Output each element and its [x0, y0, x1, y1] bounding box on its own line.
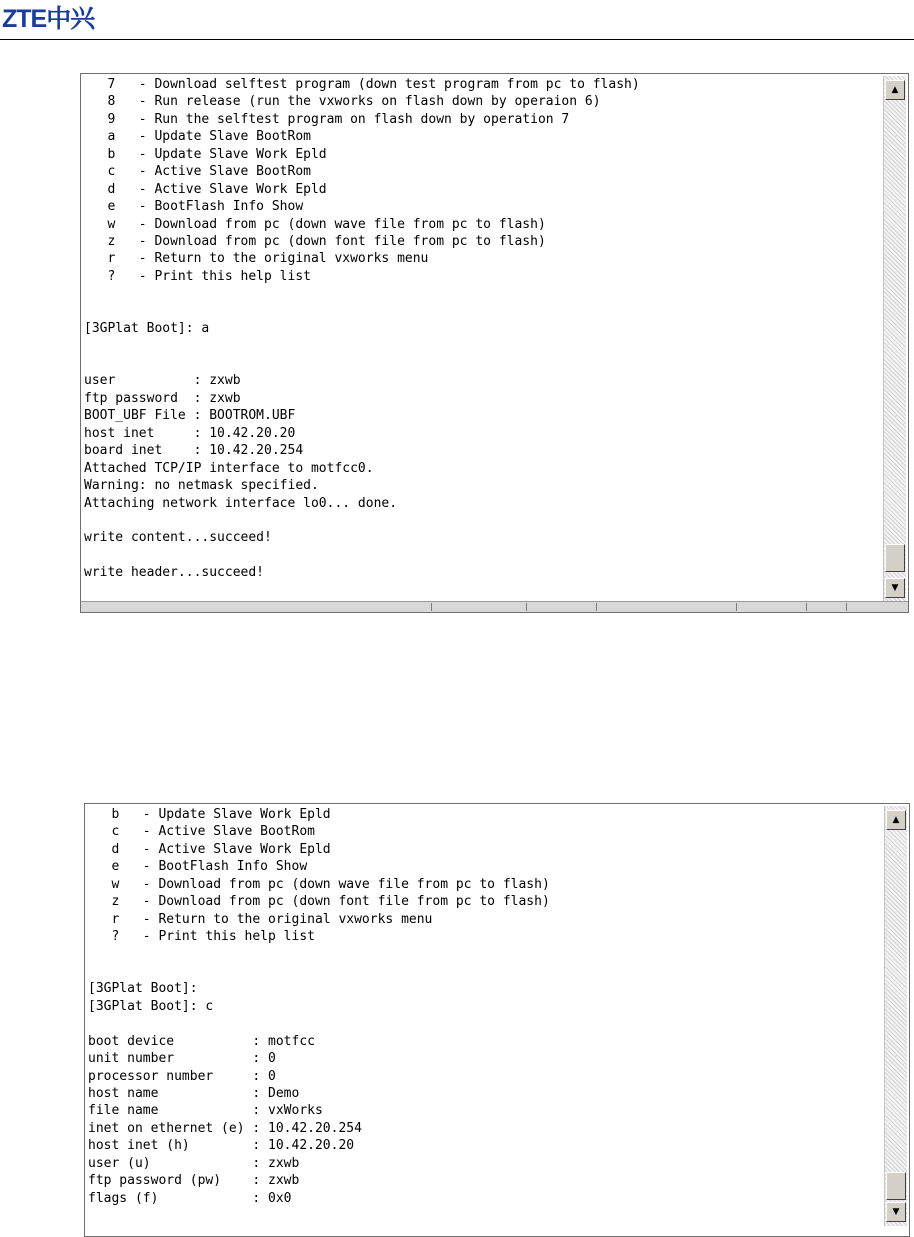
scroll-down-arrow-icon[interactable]: ▼: [886, 1202, 906, 1222]
terminal-line: 8 - Run release (run the vxworks on flash down by operaion 6): [84, 94, 601, 110]
terminal-line: processor number : 0: [88, 1068, 276, 1084]
terminal-window-1: [80, 73, 909, 613]
terminal-line: r - Return to the original vxworks menu: [88, 911, 433, 927]
status-bar-pane: [526, 603, 527, 611]
vertical-scrollbar[interactable]: [884, 806, 907, 1226]
terminal-line: write content...succeed!: [84, 530, 272, 546]
status-bar: [81, 601, 908, 612]
status-bar-pane: [736, 603, 737, 611]
scrollbar-thumb[interactable]: [886, 1172, 906, 1200]
terminal-line: Attaching network interface lo0... done.: [84, 495, 398, 511]
terminal-line: [84, 512, 882, 529]
terminal-line: a - Update Slave BootRom: [84, 129, 311, 145]
terminal-line: inet on ethernet (e) : 10.42.20.254: [88, 1120, 362, 1136]
terminal-line: [84, 547, 882, 564]
terminal-output-2: [88, 806, 883, 1224]
status-bar-pane: [846, 603, 847, 611]
terminal-line: host name : Demo: [88, 1086, 300, 1101]
zte-logo: ZTE中兴: [2, 5, 95, 33]
status-bar-pane: [596, 603, 597, 611]
terminal-line: [3GPlat Boot]: a: [84, 321, 210, 337]
status-bar-pane: [806, 603, 807, 611]
header-divider: [0, 39, 914, 40]
terminal-line: Warning: no netmask specified.: [84, 478, 319, 494]
scrollbar-thumb[interactable]: [885, 544, 905, 572]
terminal-line: d - Active Slave Work Epld: [88, 841, 331, 857]
terminal-line: user : zxwb: [84, 373, 241, 389]
terminal-line: w - Download from pc (down wave file from pc to flash): [88, 876, 550, 892]
terminal-line: ftp password : zxwb: [84, 390, 241, 406]
terminal-line: unit number : 0: [88, 1051, 276, 1067]
terminal-line: b - Update Slave Work Epld: [88, 807, 331, 822]
terminal-line: boot device : motfcc: [88, 1033, 315, 1049]
terminal-line: c - Active Slave BootRom: [88, 824, 315, 840]
terminal-line: e - BootFlash Info Show: [84, 199, 304, 215]
terminal-line: w - Download from pc (down wave file from pc to flash): [84, 216, 546, 232]
terminal-line: [84, 285, 882, 302]
terminal-line: [88, 963, 883, 980]
terminal-line: b - Update Slave Work Epld: [84, 146, 327, 162]
terminal-line: ftp password (pw) : zxwb: [88, 1173, 300, 1189]
terminal-line: [84, 338, 882, 355]
terminal-line: c - Active Slave BootRom: [84, 164, 311, 180]
terminal-line: [84, 355, 882, 372]
terminal-line: host inet (h) : 10.42.20.20: [88, 1138, 355, 1154]
terminal-line: 7 - Download selftest program (down test program from pc to flash): [84, 77, 640, 92]
terminal-window-2: [84, 803, 910, 1237]
terminal-line: Attached TCP/IP interface to motfcc0.: [84, 460, 374, 476]
terminal-line: [84, 303, 882, 320]
terminal-line: BOOT_UBF File : BOOTROM.UBF: [84, 408, 296, 424]
terminal-output-1: [84, 76, 882, 600]
terminal-line: z - Download from pc (down font file from pc to flash): [84, 233, 546, 249]
terminal-line: flags (f) : 0x0: [88, 1190, 292, 1206]
terminal-line: [3GPlat Boot]:: [88, 981, 198, 997]
vertical-scrollbar[interactable]: [883, 76, 906, 602]
terminal-line: ? - Print this help list: [88, 929, 315, 945]
scroll-up-arrow-icon[interactable]: ▲: [885, 80, 905, 100]
terminal-line: ? - Print this help list: [84, 268, 311, 284]
terminal-line: user (u) : zxwb: [88, 1155, 300, 1171]
terminal-line: board inet : 10.42.20.254: [84, 443, 304, 459]
terminal-line: write header...succeed!: [84, 565, 265, 581]
terminal-line: z - Download from pc (down font file from pc to flash): [88, 894, 550, 910]
terminal-line: d - Active Slave Work Epld: [84, 181, 327, 197]
terminal-line: e - BootFlash Info Show: [88, 859, 308, 875]
scroll-down-arrow-icon[interactable]: ▼: [885, 578, 905, 598]
terminal-line: [3GPlat Boot]: c: [88, 998, 214, 1014]
terminal-line: r - Return to the original vxworks menu: [84, 251, 429, 267]
terminal-line: file name : vxWorks: [88, 1103, 323, 1119]
terminal-line: 9 - Run the selftest program on flash down by operation 7: [84, 111, 570, 127]
terminal-line: [88, 946, 883, 963]
terminal-line: host inet : 10.42.20.20: [84, 425, 296, 441]
terminal-line: [88, 1015, 883, 1032]
status-bar-pane: [431, 603, 432, 611]
scroll-up-arrow-icon[interactable]: ▲: [886, 810, 906, 830]
